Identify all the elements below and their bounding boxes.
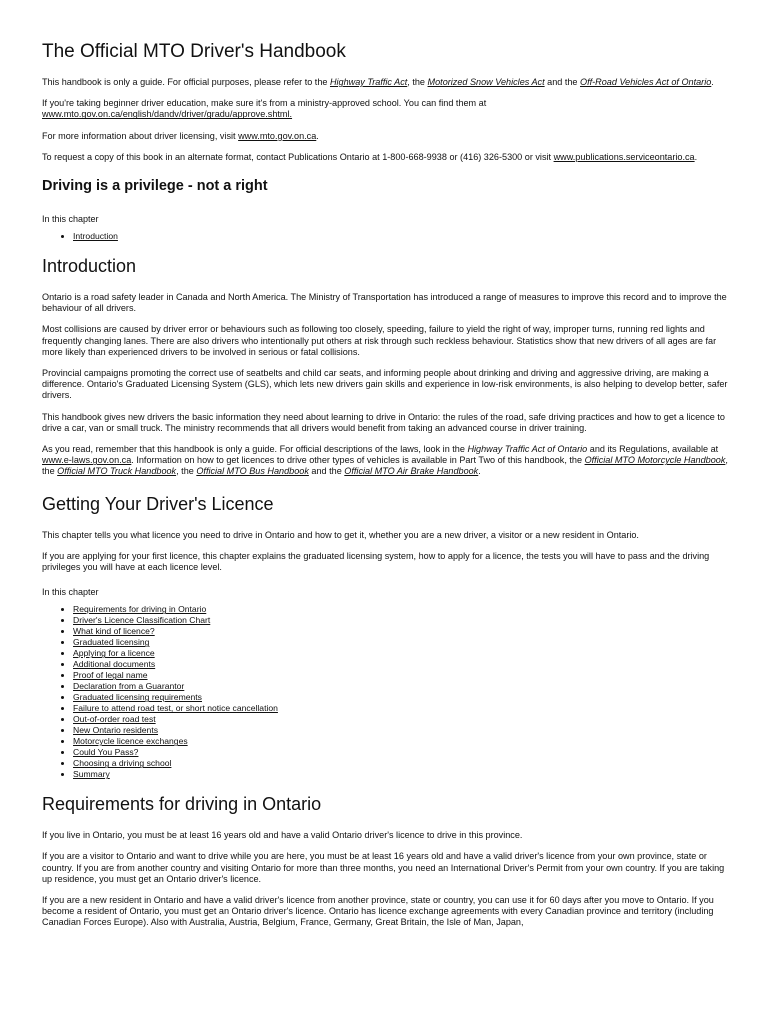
text-segment: For more information about driver licensing, visit	[42, 130, 239, 141]
publications-link[interactable]: www.publications.serviceontario.ca	[553, 151, 695, 162]
chapter-link[interactable]: Could You Pass?	[73, 747, 139, 758]
intro-paragraph-4: This handbook gives new drivers the basic information they need about learning to drive in Ontario: the rules of the road, safe driving practices and how to get a licence to drive a car, van or small truck. The ministry recommends that all drivers would benefit from taking an advanced course in driver training.	[42, 411, 725, 433]
list-item	[73, 703, 728, 714]
chapter-link[interactable]: Graduated licensing requirements	[73, 692, 202, 703]
licence-paragraph-2: If you are applying for your first licence, this chapter explains the graduated licensing system, how to apply for a licence, the tests you will have to pass and the driving privileges you will have at each licence level.	[42, 550, 710, 573]
text-segment: If you're taking beginner driver education, make sure it's from a ministry-approved school. You can find them at	[42, 98, 487, 109]
text-segment: To request a copy of this book in an alternate format, contact Publications Ontario at 1-800-668-9938 or (416) 326-5300 or visit	[42, 151, 554, 162]
chapter-link[interactable]: Failure to attend road test, or short notice cancellation	[73, 703, 278, 714]
text-segment: .	[478, 466, 481, 477]
text-segment: This handbook is only a guide. For official purposes, please refer to the	[42, 77, 330, 87]
text-segment: and the	[544, 77, 581, 87]
highway-traffic-act-link[interactable]: Highway Traffic Act	[329, 77, 408, 87]
chapter-link[interactable]: Summary	[73, 769, 110, 780]
chapter-link[interactable]: Requirements for driving in Ontario	[73, 604, 207, 615]
list-item	[73, 637, 728, 648]
list-item	[73, 769, 728, 780]
list-item	[73, 604, 728, 615]
off-road-vehicles-act-link[interactable]: Off-Road Vehicles Act of Ontario	[580, 77, 712, 87]
introduction-heading: Introduction	[42, 256, 137, 277]
list-item	[73, 736, 728, 747]
requirements-paragraph-1: If you live in Ontario, you must be at least 16 years old and have a valid Ontario driver's licence to drive in this province.	[42, 830, 523, 841]
bus-handbook-link[interactable]: Official MTO Bus Handbook	[196, 466, 309, 477]
chapter-label: In this chapter	[42, 587, 99, 598]
chapter-link[interactable]: New Ontario residents	[73, 725, 159, 736]
privilege-heading: Driving is a privilege - not a right	[42, 178, 268, 195]
motorcycle-handbook-link[interactable]: Official MTO Motorcycle Handbook	[584, 455, 726, 466]
licence-chapter-list	[42, 604, 728, 780]
guide-paragraph	[42, 77, 728, 88]
licence-paragraph-1: This chapter tells you what licence you need to drive in Ontario and how to get it, whether you are a new driver, a visitor or a new resident in Ontario.	[42, 529, 639, 540]
intro-paragraph-3: Provincial campaigns promoting the correct use of seatbelts and child car seats, and informing people about drinking and driving and aggressive driving, are making a difference. Ontario's Graduated Licensing System (GLS), which lets new drivers gain skills and experience in low-risk environments, is also helping to develop better, safer drivers.	[42, 368, 728, 401]
list-item	[73, 681, 728, 692]
text-segment: , the	[407, 77, 428, 87]
text-segment: , the	[176, 466, 197, 477]
intro-paragraph-2: Most collisions are caused by driver error or behaviours such as following too closely, speeding, failure to yield the right of way, improper turns, running red lights and frequently changing lanes. There are also drivers who intentionally put others at risk through such reckless behaviour. Statistics show that new drivers of all ages are far more likely than experienced drivers to be involved in serious or fatal collisions.	[42, 324, 717, 357]
list-item	[73, 714, 728, 725]
chapter-link[interactable]: Out-of-order road test	[73, 714, 156, 725]
driver-education-paragraph	[42, 98, 728, 120]
truck-handbook-link[interactable]: Official MTO Truck Handbook	[57, 466, 177, 477]
list-item	[73, 231, 728, 242]
requirements-heading: Requirements for driving in Ontario	[42, 794, 322, 815]
licence-heading: Getting Your Driver's Licence	[42, 493, 274, 514]
chapter-link[interactable]: Choosing a driving school	[73, 758, 172, 769]
requirements-paragraph-3: If you are a new resident in Ontario and have a valid driver's licence from another province, state or country, you can use it for 60 days after you move to Ontario. If you become a resident of Ontario, you must get an Ontario driver's licence. Ontario has licence exchange agreements with every Canadian province and territory (including Canadian Forces Europe). Also with Australia, Austria, Belgium, France, Germany, Great Britain, the Isle of Man, Japan,	[42, 895, 714, 928]
licensing-info-paragraph	[42, 131, 728, 142]
chapter-link[interactable]: Applying for a licence	[73, 648, 155, 659]
chapter-label: In this chapter	[42, 214, 99, 225]
text-segment: .	[694, 151, 698, 162]
alternate-format-paragraph	[42, 152, 728, 163]
chapter-link[interactable]: What kind of licence?	[73, 626, 155, 637]
text-segment: .	[711, 77, 714, 87]
text-segment: .	[316, 130, 319, 141]
list-item	[73, 758, 728, 769]
list-item	[73, 692, 728, 703]
chapter-link[interactable]: Additional documents	[73, 659, 156, 670]
intro-paragraph-1: Ontario is a road safety leader in Canada and North America. The Ministry of Transportation has introduced a range of measures to improve this record and to improve the behaviour of all drivers.	[42, 292, 727, 314]
requirements-paragraph-2: If you are a visitor to Ontario and want to drive while you are here, you must be at least 16 years old and have a valid driver's licence from your own province, state or country. If you are from another country and visiting Ontario for more than three months, you need an International Driver's Permit from your own country. If you are taking up residence, you must get an Ontario driver's licence.	[42, 851, 725, 884]
list-item	[73, 670, 728, 681]
e-laws-link[interactable]: www.e-laws.gov.on.ca	[42, 455, 132, 466]
list-item	[73, 725, 728, 736]
list-item	[73, 659, 728, 670]
introduction-link[interactable]: Introduction	[73, 231, 118, 242]
mto-website-link[interactable]: www.mto.gov.on.ca	[238, 130, 317, 141]
motorized-snow-vehicles-act-link[interactable]: Motorized Snow Vehicles Act	[427, 77, 545, 87]
hta-title: Highway Traffic Act of Ontario	[467, 444, 588, 455]
page-title: The Official MTO Driver's Handbook	[42, 41, 346, 62]
intro-paragraph-5	[42, 444, 728, 478]
list-item	[73, 626, 728, 637]
chapter-link[interactable]: Proof of legal name	[73, 670, 148, 681]
privilege-chapter-list	[42, 231, 728, 242]
chapter-link[interactable]: Driver's Licence Classification Chart	[73, 615, 211, 626]
text-segment: As you read, remember that this handbook is only a guide. For official descriptions of the laws, look in the	[42, 444, 468, 455]
text-segment: and its Regulations, available at	[587, 444, 719, 455]
list-item	[73, 648, 728, 659]
text-segment: . Information on how to get licences to drive other types of vehicles is available in Part Two of this handbook, the	[131, 455, 585, 466]
text-segment: , the	[42, 455, 728, 477]
list-item	[73, 747, 728, 758]
text-segment: and the	[308, 466, 345, 477]
approved-schools-link[interactable]: www.mto.gov.on.ca/english/dandv/driver/gradu/approve.shtml.	[42, 109, 293, 120]
chapter-link[interactable]: Motorcycle licence exchanges	[73, 736, 188, 747]
chapter-link[interactable]: Graduated licensing	[73, 637, 150, 648]
chapter-link[interactable]: Declaration from a Guarantor	[73, 681, 185, 692]
air-brake-handbook-link[interactable]: Official MTO Air Brake Handbook	[344, 466, 479, 477]
list-item	[73, 615, 728, 626]
